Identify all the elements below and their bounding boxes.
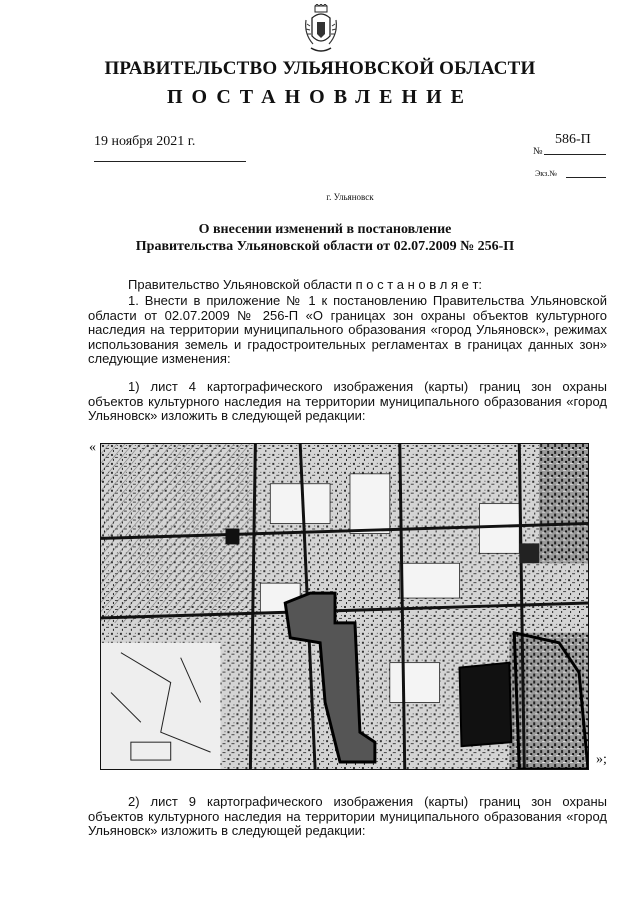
number-underline bbox=[544, 154, 606, 155]
document-title-line-1: О внесении изменений в постановление bbox=[198, 222, 452, 237]
quote-open: « bbox=[89, 440, 96, 455]
coat-of-arms-icon bbox=[303, 4, 339, 62]
government-name: ПРАВИТЕЛЬСТВО УЛЬЯНОВСКОЙ ОБЛАСТИ bbox=[104, 58, 536, 79]
copy-number-label: Экз.№ bbox=[535, 169, 557, 178]
document-number: 586-П bbox=[555, 132, 591, 147]
document-date: 19 ноября 2021 г. bbox=[94, 134, 196, 149]
paragraph-3: 2) лист 9 картографического изображения (карты) границ зон охраны объектов культурного наследия на территории муниципального образования «город Ульяновск» изложить в следующей редакции: bbox=[88, 794, 607, 839]
document-title-line-2: Правительства Ульяновской области от 02.07.2009 № 256-П bbox=[135, 239, 515, 254]
number-sign: № bbox=[533, 146, 543, 157]
quote-close: »; bbox=[596, 752, 607, 767]
document-type: ПОСТАНОВЛЕНИЕ bbox=[167, 86, 473, 108]
map-sheet-image bbox=[100, 443, 589, 770]
copy-number-underline bbox=[566, 177, 606, 178]
preamble: Правительство Ульяновской области п о с т а н о в л я е т: bbox=[128, 277, 483, 292]
city: г. Ульяновск bbox=[326, 192, 374, 202]
document-title bbox=[80, 221, 570, 255]
date-underline bbox=[94, 161, 246, 162]
paragraph-1: 1. Внести в приложение № 1 к постановлению Правительства Ульяновской области от 02.07.2009 № 256-П «О границах зон охраны объектов культурного наследия на территории муниципального образования «город Ульяновск», режимах использования земель и градостроительных регламентах в границах данных зон» следующие изменения: bbox=[88, 293, 607, 367]
paragraph-2: 1) лист 4 картографического изображения (карты) границ зон охраны объектов культурного наследия на территории муниципального образования «город Ульяновск» изложить в следующей редакции: bbox=[88, 379, 607, 424]
